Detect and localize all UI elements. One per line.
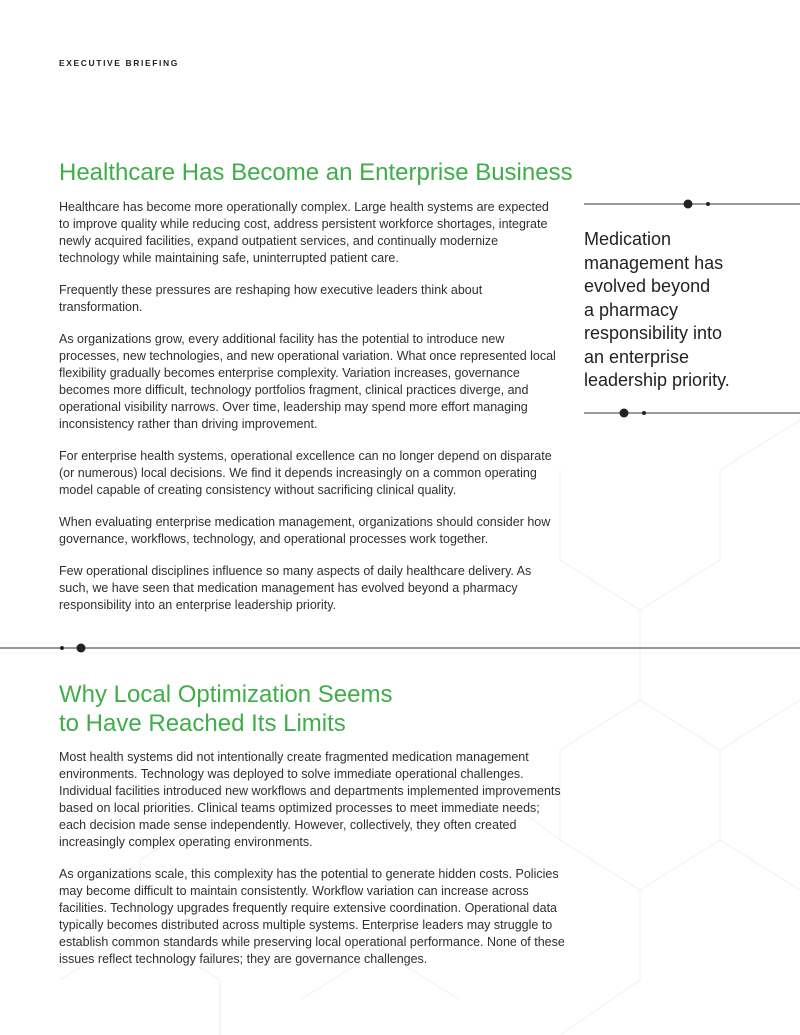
pullquote-line: evolved beyond	[584, 276, 711, 296]
paragraph: Frequently these pressures are reshaping how executive leaders think about transformation.	[59, 283, 483, 314]
paragraph: When evaluating enterprise medication management, organizations should consider how governance, workflows, technology, and operational processes work together.	[59, 515, 551, 546]
section-heading: Healthcare Has Become an Enterprise Business	[59, 159, 573, 186]
pullquote-line: management has	[584, 252, 724, 273]
paragraph: Few operational disciplines influence so many aspects of daily healthcare delivery. As such, we have seen that medication management has evolved beyond a pharmacy responsibility into an enterprise leadership priority.	[59, 564, 532, 612]
heading-line: to Have Reached Its Limits	[59, 710, 346, 737]
pullquote-line: a pharmacy	[584, 299, 679, 320]
paragraph: Healthcare has become more operationally complex. Large health systems are expected to improve quality while reducing cost, address persistent workforce shortages, integrate newly acquired facilities, expand outpatient services, and continually modernize technology while maintaining safe, uninterrupted patient care.	[59, 200, 549, 265]
paragraph: As organizations scale, this complexity has the potential to generate hidden costs. Policies may become difficult to maintain consistently. Workflow variation can increase across facilities. Technology upgrades frequently require extensive coordination. Operational data typically becomes distributed across multiple systems. Enterprise leaders may struggle to establish common standards while preserving local operational performance. None of these issues reflect technology failures; they are governance challenges.	[59, 867, 565, 966]
pullquote-top-rule	[584, 196, 800, 212]
section-body	[59, 199, 561, 629]
pullquote-line: leadership priority.	[584, 370, 730, 390]
paragraph: As organizations grow, every additional facility has the potential to introduce new processes, new technologies, and new operational variation. What once represented local flexibility gradually becomes enterprise complexity. Variation increases, governance becomes more difficult, technology portfolios fragment, clinical practices diverge, and operational visibility narrows. Over time, leadership may spend more effort managing inconsistency rather than driving improvement.	[59, 332, 556, 431]
pullquote-line: Medication	[584, 229, 672, 249]
heading-line: Why Local Optimization Seems	[59, 681, 393, 708]
section-body	[59, 749, 569, 983]
eyebrow-label: EXECUTIVE BRIEFING	[59, 58, 179, 68]
paragraph: For enterprise health systems, operational excellence can no longer depend on disparate (or numerous) local decisions. We find it depends increasingly on a common operating model capable of creating consistency without sacrificing clinical quality.	[59, 449, 552, 497]
pullquote-line: an enterprise	[584, 346, 690, 367]
section-heading	[59, 680, 479, 738]
pullquote-bottom-rule	[584, 405, 800, 421]
pullquote-line: responsibility into	[584, 323, 723, 343]
pullquote	[584, 228, 754, 393]
paragraph: Most health systems did not intentionally create fragmented medication management environments. Technology was deployed to solve immediate operational challenges. Individual facilities introduced new workflows and departments implemented improvements based on local priorities. Clinical teams optimized processes to meet immediate needs; each decision made sense independently. However, collectively, they often created increasingly complex operating environments.	[59, 750, 561, 849]
section-divider	[0, 640, 800, 656]
